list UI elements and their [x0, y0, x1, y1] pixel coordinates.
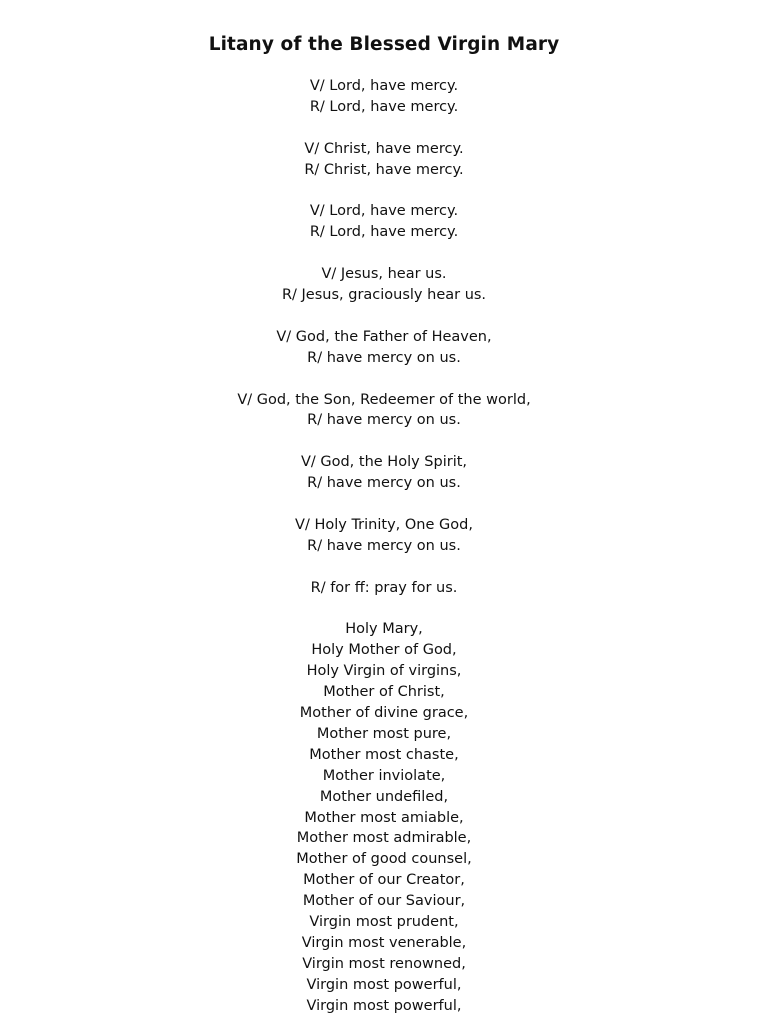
litany-line: R/ Lord, have mercy.: [309, 224, 459, 241]
invocation-line: Virgin most renowned,: [302, 955, 466, 972]
invocation-line: Mother most chaste,: [309, 746, 459, 763]
stanza-9: [0, 578, 768, 599]
litany-line: R/ have mercy on us.: [307, 349, 461, 366]
invocation-line: Mother undefiled,: [319, 788, 449, 805]
stanza-1: [0, 76, 768, 118]
litany-line: V/ Holy Trinity, One God,: [295, 516, 473, 533]
litany-line: V/ Christ, have mercy.: [304, 140, 464, 157]
invocation-line: Mother of our Saviour,: [302, 893, 466, 910]
litany-line: R/ have mercy on us.: [307, 412, 461, 429]
invocation-line: Holy Mary,: [345, 621, 423, 638]
invocation-line: Mother of divine grace,: [299, 705, 469, 722]
litany-line: V/ Jesus, hear us.: [321, 266, 447, 283]
litany-line: V/ Lord, have mercy.: [309, 203, 459, 220]
litany-line: R/ have mercy on us.: [307, 537, 461, 554]
invocation-line: Mother most amiable,: [304, 809, 464, 826]
stanza-7: [0, 452, 768, 494]
invocation-line: Virgin most powerful,: [306, 997, 462, 1014]
invocation-line: Virgin most prudent,: [309, 914, 459, 931]
invocation-line: Virgin most venerable,: [301, 935, 467, 952]
stanza-10-invocations: [0, 619, 768, 1016]
litany-line: R/ for ff: pray for us.: [310, 579, 458, 596]
invocation-line: Holy Mother of God,: [311, 642, 457, 659]
stanza-5: [0, 327, 768, 369]
litany-line: R/ Lord, have mercy.: [309, 98, 459, 115]
litany-line: R/ Jesus, graciously hear us.: [281, 287, 487, 304]
invocation-line: Mother inviolate,: [322, 767, 446, 784]
litany-body: [0, 76, 768, 1024]
stanza-8: [0, 515, 768, 557]
invocation-line: Holy Virgin of virgins,: [306, 663, 462, 680]
invocation-line: Mother of our Creator,: [303, 872, 465, 889]
litany-line: V/ Lord, have mercy.: [309, 78, 459, 94]
stanza-6: [0, 390, 768, 432]
litany-line: R/ have mercy on us.: [307, 475, 461, 492]
litany-line: V/ God, the Holy Spirit,: [300, 454, 468, 471]
invocation-line: Mother most pure,: [316, 725, 452, 742]
invocation-line: Mother most admirable,: [296, 830, 472, 847]
litany-line: R/ Christ, have mercy.: [304, 161, 464, 178]
invocation-line: Mother of good counsel,: [296, 851, 472, 868]
litany-line: V/ God, the Father of Heaven,: [276, 328, 492, 345]
invocation-line: Mother of Christ,: [323, 684, 445, 701]
stanza-3: [0, 201, 768, 243]
litany-line: V/ God, the Son, Redeemer of the world,: [237, 391, 531, 408]
document-title: Litany of the Blessed Virgin Mary: [208, 34, 560, 55]
stanza-2: [0, 139, 768, 181]
stanza-4: [0, 264, 768, 306]
invocation-line: Virgin most powerful,: [306, 976, 462, 993]
